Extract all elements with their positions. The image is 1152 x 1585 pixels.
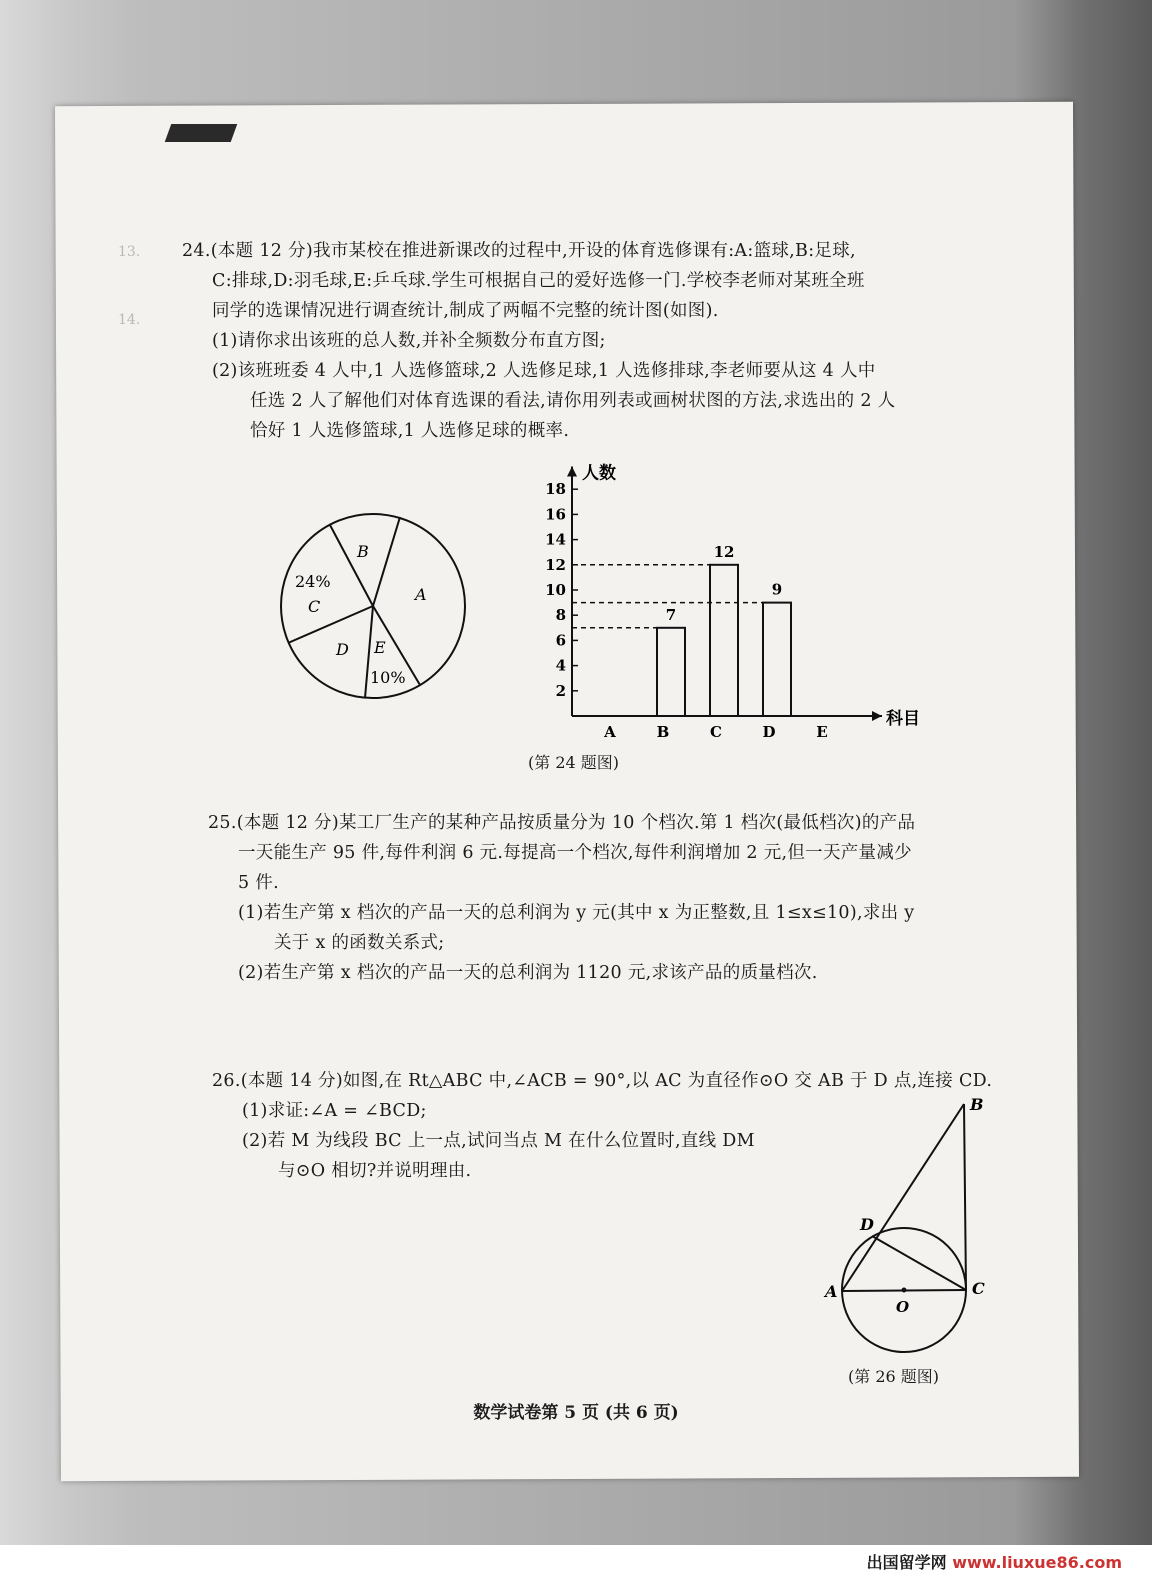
figure-26-caption: (第 26 题图) — [848, 1367, 940, 1386]
pie-divider — [373, 517, 400, 606]
q26-line: (1)求证:∠A = ∠BCD; — [242, 1101, 427, 1121]
x-tick-label: C — [710, 723, 722, 741]
question-24 — [182, 236, 895, 446]
figure-24-caption: (第 24 题图) — [528, 753, 620, 772]
q24-line: 同学的选课情况进行调查统计,制成了两幅不完整的统计图(如图). — [212, 301, 719, 321]
segment-cd — [872, 1236, 966, 1290]
pie-label-c-percent: 24% — [295, 572, 331, 591]
center-point-o — [902, 1288, 907, 1293]
pie-divider — [288, 606, 373, 643]
q25-line: 5 件. — [238, 873, 279, 893]
bleed-through-text: 13. — [118, 244, 141, 260]
pie-chart — [270, 515, 480, 705]
bar — [763, 603, 791, 716]
x-axis-arrow — [872, 711, 882, 721]
q25-line: (2)若生产第 x 档次的产品一天的总利润为 1120 元,求该产品的质量档次. — [238, 963, 818, 983]
q25-line: 25.(本题 12 分)某工厂生产的某种产品按质量分为 10 个档次.第 1 档次(最低档次)的产品 — [208, 813, 916, 833]
pie-divider — [330, 525, 373, 606]
watermark-name: 出国留学网 — [866, 1553, 947, 1572]
q25-line: 关于 x 的函数关系式; — [274, 933, 445, 953]
bar-value-label: 12 — [713, 542, 735, 561]
q24-line: (1)请你求出该班的总人数,并补全频数分布直方图; — [212, 331, 606, 351]
pie-label-e: E — [374, 638, 386, 657]
point-label-b: B — [970, 1095, 984, 1114]
bar — [710, 565, 738, 716]
bar-value-label: 9 — [771, 580, 783, 599]
bar — [657, 628, 685, 716]
q24-line: 24.(本题 12 分)我市某校在推进新课改的过程中,开设的体育选修课有:A:篮球,B:足球, — [182, 241, 856, 261]
geometry-figure — [820, 1090, 1000, 1380]
y-axis-arrow — [567, 467, 577, 477]
point-label-a: A — [825, 1282, 838, 1301]
page-footer: 数学试卷第 5 页 (共 6 页) — [473, 1403, 679, 1423]
y-tick-label: 10 — [545, 581, 566, 599]
q24-line: (2)该班班委 4 人中,1 人选修篮球,2 人选修足球,1 人选修排球,李老师要从这 4 人中 — [212, 361, 876, 381]
y-tick-label: 8 — [555, 606, 566, 625]
x-tick-label: E — [816, 723, 828, 741]
y-tick-label: 16 — [545, 505, 566, 524]
y-tick-label: 2 — [555, 681, 566, 700]
q24-line: 任选 2 人了解他们对体育选课的看法,请你用列表或画树状图的方法,求选出的 2 人 — [250, 391, 896, 411]
segment-ab — [842, 1104, 964, 1291]
point-label-c: C — [972, 1279, 985, 1298]
bar-chart — [520, 448, 920, 741]
question-25 — [208, 808, 915, 988]
y-tick-label: 4 — [555, 656, 566, 675]
q24-line: 恰好 1 人选修篮球,1 人选修足球的概率. — [250, 421, 570, 441]
watermark-url: www.liuxue86.com — [952, 1553, 1122, 1572]
x-tick-label: A — [604, 723, 616, 741]
pie-label-e-percent: 10% — [370, 668, 406, 687]
y-tick-label: 12 — [545, 555, 566, 574]
site-watermark — [867, 1550, 1122, 1573]
q25-line: (1)若生产第 x 档次的产品一天的总利润为 y 元(其中 x 为正整数,且 1≤x≤10),求出 y — [238, 903, 915, 923]
x-axis-title: 科目 — [886, 709, 920, 729]
y-tick-label: 14 — [545, 530, 566, 549]
pie-label-d: D — [336, 640, 349, 659]
x-tick-label: B — [656, 723, 670, 741]
q24-line: C:排球,D:羽毛球,E:乒乓球.学生可根据自己的爱好选修一门.学校李老师对某班全班 — [212, 271, 865, 291]
pie-label-c: C — [308, 597, 321, 616]
segment-cb — [964, 1104, 966, 1290]
bar-value-label: 7 — [665, 605, 677, 624]
q26-line: 26.(本题 14 分)如图,在 Rt△ABC 中,∠ACB = 90°,以 AC 为直径作⊙O 交 AB 于 D 点,连接 CD. — [212, 1071, 993, 1091]
point-label-d: D — [860, 1215, 874, 1234]
q25-line: 一天能生产 95 件,每件利润 6 元.每提高一个档次,每件利润增加 2 元,但一天产量减少 — [238, 843, 912, 863]
point-label-o: O — [896, 1298, 910, 1316]
pie-label-b: B — [357, 542, 369, 561]
x-tick-label: D — [762, 723, 776, 741]
q26-line: 与⊙O 相切?并说明理由. — [278, 1161, 472, 1181]
bleed-through-text: 14. — [118, 312, 141, 328]
y-tick-label: 6 — [555, 631, 566, 650]
y-axis-title: 人数 — [582, 463, 616, 484]
q26-line: (2)若 M 为线段 BC 上一点,试问当点 M 在什么位置时,直线 DM — [242, 1131, 755, 1151]
page-edge-mark — [165, 124, 238, 142]
y-tick-label: 18 — [545, 480, 566, 499]
pie-label-a: A — [415, 585, 427, 604]
